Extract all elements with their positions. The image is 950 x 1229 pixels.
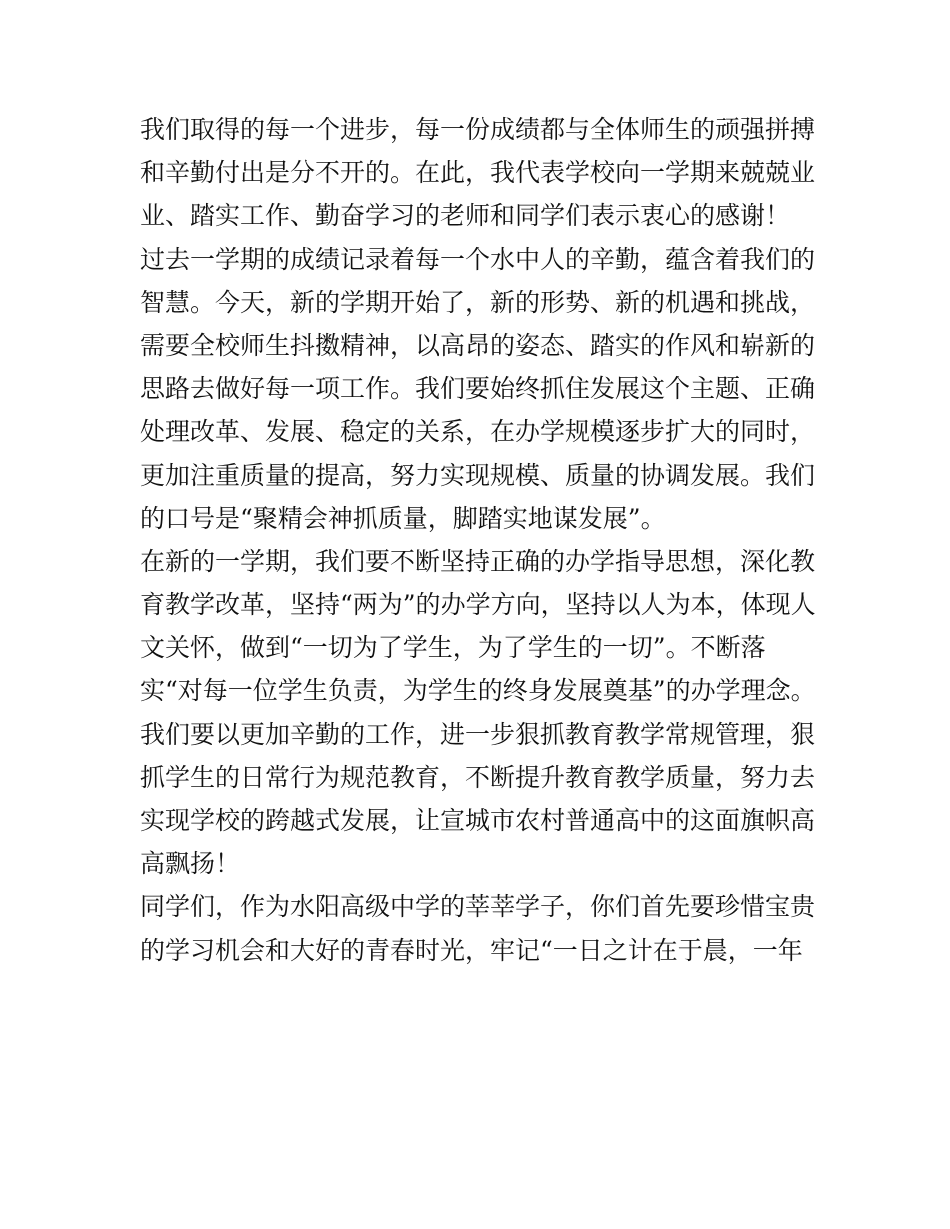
text-line: 需要全校师生抖擞精神，以高昂的姿态、踏实的作风和崭新的 (140, 330, 816, 360)
text-line: 抓学生的日常行为规范教育，不断提升教育教学质量，努力去 (140, 762, 816, 792)
text-line: 实“对每一位学生负责，为学生的终身发展奠基”的办学理念。 (140, 676, 816, 706)
text-line: 我们取得的每一个进步，每一份成绩都与全体师生的顽强拼搏 (140, 115, 816, 144)
text-line: 我们要以更加辛勤的工作，进一步狠抓教育教学常规管理，狠 (140, 719, 816, 749)
text-line: 思路去做好每一项工作。我们要始终抓住发展这个主题、正确 (140, 374, 816, 404)
text-line: 业、踏实工作、勤奋学习的老师和同学们表示衷心的感谢！ (140, 201, 791, 231)
text-line: 过去一学期的成绩记录着每一个水中人的辛勤，蕴含着我们的 (140, 244, 816, 274)
text-line: 高飘扬！ (140, 849, 241, 879)
body-text (140, 108, 820, 972)
text-line: 更加注重质量的提高，努力实现规模、质量的协调发展。我们 (140, 460, 816, 490)
text-line: 同学们，作为水阳高级中学的莘莘学子，你们首先要珍惜宝贵 (140, 892, 816, 922)
text-line: 育教学改革，坚持“两为”的办学方向，坚持以人为本，体现人 (140, 590, 816, 620)
text-line: 处理改革、发展、稳定的关系，在办学规模逐步扩大的同时， (140, 417, 816, 447)
text-line: 在新的一学期，我们要不断坚持正确的办学指导思想，深化教 (140, 546, 816, 576)
text-line: 的口号是“聚精会神抓质量，脚踏实地谋发展”。 (140, 503, 666, 533)
text-line: 文关怀，做到“一切为了学生，为了学生的一切”。不断落 (140, 633, 766, 663)
text-line: 实现学校的跨越式发展，让宣城市农村普通高中的这面旗帜高 (140, 806, 816, 835)
text-line: 的学习机会和大好的青春时光，牢记“一日之计在于晨，一年 (140, 935, 803, 965)
text-line: 智慧。今天，新的学期开始了，新的形势、新的机遇和挑战， (140, 287, 816, 317)
text-line: 和辛勤付出是分不开的。在此，我代表学校向一学期来兢兢业 (140, 158, 816, 188)
